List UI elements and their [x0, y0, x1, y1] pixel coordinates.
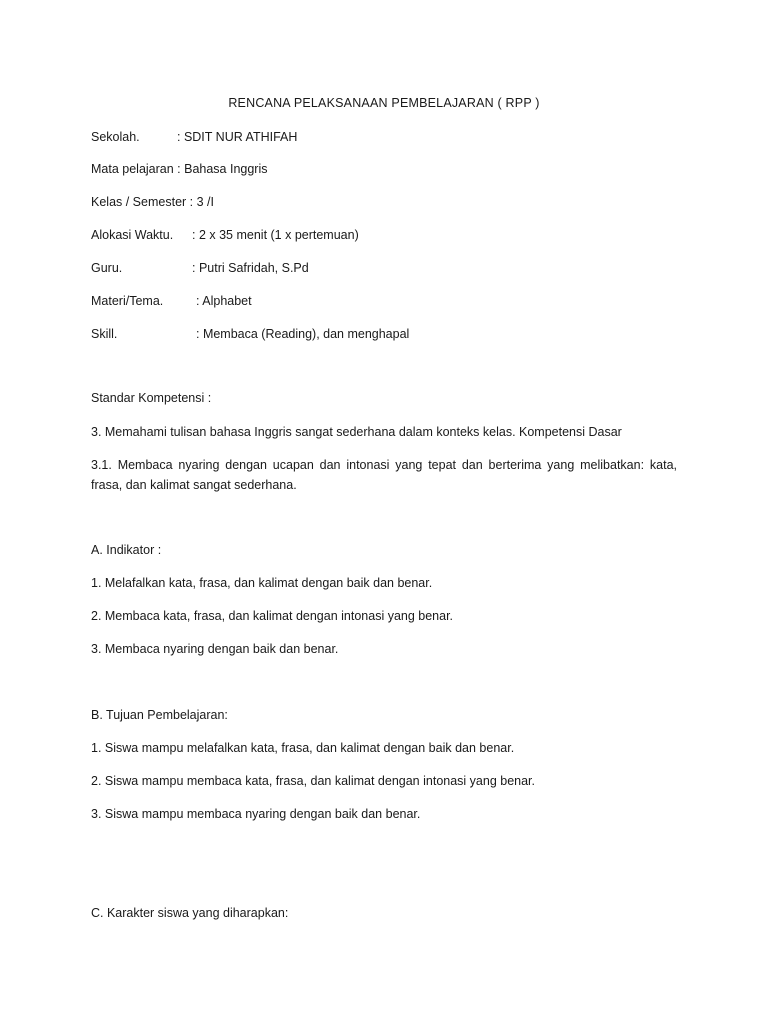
identity-label: Guru.	[91, 261, 123, 275]
karakter-heading: C. Karakter siswa yang diharapkan:	[91, 906, 289, 920]
tujuan-item: 3. Siswa mampu membaca nyaring dengan baik dan benar.	[91, 807, 421, 821]
tujuan-heading: B. Tujuan Pembelajaran:	[91, 708, 228, 722]
tujuan-item: 2. Siswa mampu membaca kata, frasa, dan kalimat dengan intonasi yang benar.	[91, 774, 536, 788]
indikator-item: 1. Melafalkan kata, frasa, dan kalimat dengan baik dan benar.	[91, 576, 433, 590]
tujuan-item: 1. Siswa mampu melafalkan kata, frasa, dan kalimat dengan baik dan benar.	[91, 741, 515, 755]
identity-row-skill	[91, 326, 117, 342]
identity-label: Alokasi Waktu.	[91, 228, 174, 242]
identity-label: Sekolah.	[91, 130, 140, 144]
identity-value: : Membaca (Reading), dan menghapal	[196, 327, 410, 341]
identity-label: Mata pelajaran : Bahasa Inggris	[91, 162, 268, 176]
identity-row-alokasi	[91, 227, 173, 243]
identity-label: Kelas / Semester : 3 /I	[91, 195, 214, 209]
indikator-heading: A. Indikator :	[91, 543, 162, 557]
identity-value: : SDIT NUR ATHIFAH	[177, 130, 298, 144]
indikator-item: 2. Membaca kata, frasa, dan kalimat dengan intonasi yang benar.	[91, 609, 454, 623]
standar-kompetensi-heading: Standar Kompetensi :	[91, 391, 212, 405]
identity-row-kelas	[91, 194, 214, 210]
identity-label: Materi/Tema.	[91, 294, 164, 308]
kompetensi-dasar-paragraph: 3.1. Membaca nyaring dengan ucapan dan intonasi yang tepat dan berterima yang melibatkan: kata, frasa, dan kalimat sangat sederhana.	[91, 458, 677, 492]
identity-row-mata-pelajaran	[91, 161, 268, 177]
standar-kompetensi-item: 3. Memahami tulisan bahasa Inggris sangat sederhana dalam konteks kelas. Kompetensi Dasar	[91, 425, 622, 439]
identity-value: : 2 x 35 menit (1 x pertemuan)	[192, 228, 359, 242]
indikator-item: 3. Membaca nyaring dengan baik dan benar.	[91, 642, 339, 656]
identity-row-guru	[91, 260, 122, 276]
identity-value: : Putri Safridah, S.Pd	[192, 261, 309, 275]
document-title: RENCANA PELAKSANAAN PEMBELAJARAN ( RPP )	[228, 96, 540, 110]
identity-value: : Alphabet	[196, 294, 252, 308]
identity-row-sekolah	[91, 129, 140, 145]
identity-row-materi	[91, 293, 163, 309]
identity-label: Skill.	[91, 327, 118, 341]
